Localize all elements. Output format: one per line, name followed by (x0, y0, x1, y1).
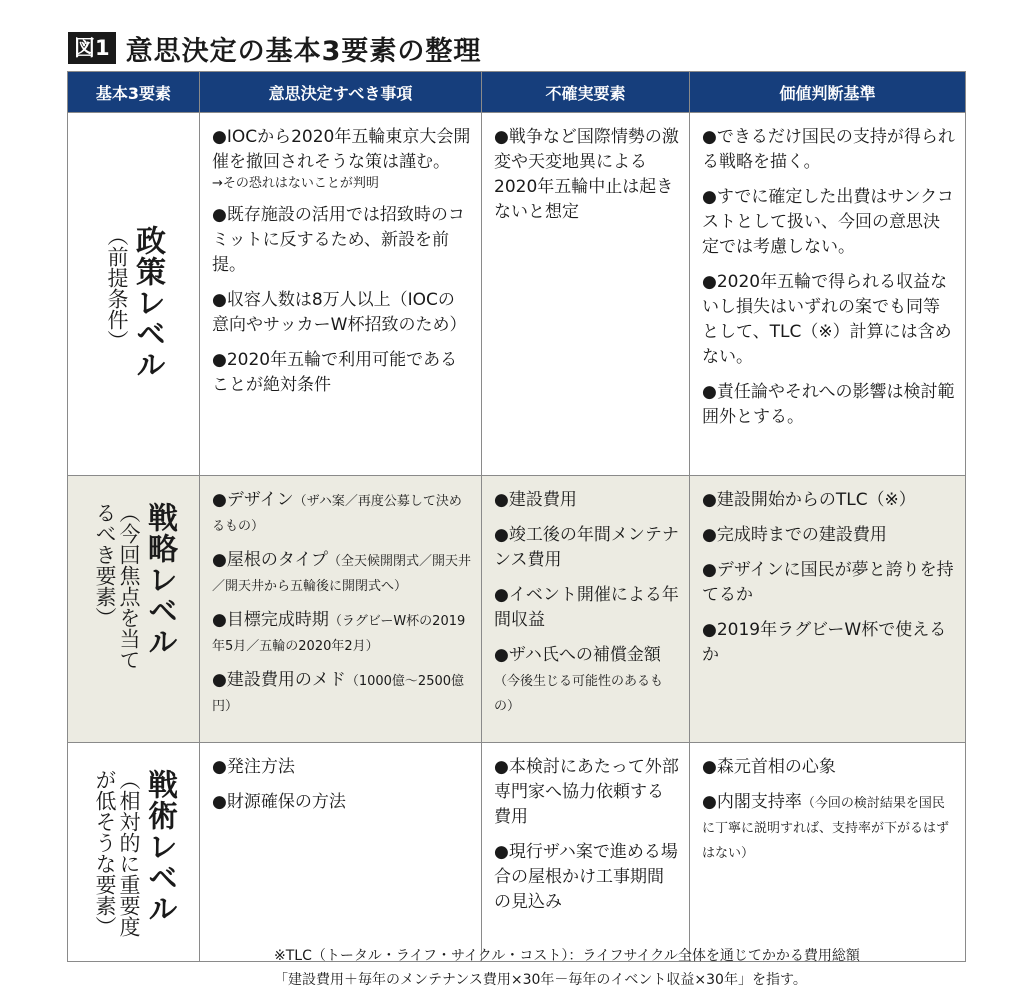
level-label (80, 125, 189, 380)
decision-item (212, 125, 471, 193)
decision-cell (200, 743, 482, 962)
decision-item-text: ●IOCから2020年五輪東京大会開催を撤回されそうな策は謹む。 (212, 127, 471, 172)
uncertainty-cell (482, 476, 690, 743)
criterion-item (702, 523, 955, 548)
decision-item-text: ●発注方法 (212, 757, 295, 777)
uncertainty-item (494, 840, 679, 915)
level-label (80, 755, 189, 955)
criterion-cell (690, 476, 966, 743)
decision-item-detail: （1000億～2500億円） (212, 674, 465, 714)
uncertainty-item (494, 488, 679, 513)
uncertainty-item (494, 523, 679, 573)
figure-title-row (68, 28, 481, 68)
decision-item (212, 203, 471, 278)
level-cell (68, 113, 200, 476)
criterion-item-text: ●内閣支持率 (702, 792, 802, 812)
uncertainty-item-text: ●現行ザハ案で進める場合の屋根かけ工事期間の見込み (494, 842, 678, 912)
figure-badge: 図1 (68, 32, 116, 64)
criterion-item (702, 755, 955, 780)
decision-item-note: →その恐れはないことが判明 (212, 176, 379, 191)
criterion-item (702, 185, 955, 260)
uncertainty-item (494, 643, 679, 718)
decision-item (212, 288, 471, 338)
uncertainty-item (494, 755, 679, 830)
criterion-item (702, 790, 955, 865)
uncertainty-item-detail: （今後生じる可能性のあるもの） (494, 674, 664, 714)
decision-item-text: ●屋根のタイプ (212, 550, 328, 570)
criterion-cell (690, 113, 966, 476)
policy-level-row (68, 113, 966, 476)
decision-item-detail: （ラグビーW杯の2019年5月／五輪の2020年2月） (212, 614, 466, 654)
criterion-item (702, 270, 955, 370)
header-row (68, 72, 966, 113)
criterion-item (702, 125, 955, 175)
level-subtitle: （相対的に重要度が低そうな要素） (93, 769, 141, 937)
decision-elements-table (67, 71, 966, 962)
decision-item-text: ●目標完成時期 (212, 610, 329, 630)
header-basic-elements: 基本3要素 (68, 72, 200, 113)
decision-item-text: ●デザイン (212, 490, 294, 510)
level-cell (68, 743, 200, 962)
criterion-cell (690, 743, 966, 962)
uncertainty-item-text: ●イベント開催による年間収益 (494, 585, 679, 630)
criterion-item-text: ●できるだけ国民の支持が得られる戦略を描く。 (702, 127, 955, 172)
decision-item-text: ●2020年五輪で利用可能であることが絶対条件 (212, 350, 458, 395)
uncertainty-item (494, 583, 679, 633)
criterion-item (702, 488, 955, 513)
uncertainty-item-text: ●ザハ氏への補償金額 (494, 645, 661, 665)
footnote (274, 944, 974, 992)
uncertainty-cell (482, 113, 690, 476)
level-name: 政策レベル (130, 225, 165, 380)
decision-item-text: ●収容人数は8万人以上（IOCの意向やサッカーW杯招致のため） (212, 290, 467, 335)
decision-cell (200, 113, 482, 476)
decision-item (212, 348, 471, 398)
decision-cell (200, 476, 482, 743)
level-cell (68, 476, 200, 743)
criterion-item-text: ●建設開始からのTLC（※） (702, 490, 916, 510)
tactics-level-row (68, 743, 966, 962)
decision-item-text: ●財源確保の方法 (212, 792, 346, 812)
level-subtitle: （前提条件） (105, 225, 129, 351)
footnote-line-2: 「建設費用＋毎年のメンテナンス費用×30年－毎年のイベント収益×30年」を指す。 (274, 972, 807, 988)
decision-item (212, 790, 471, 815)
strategy-level-row (68, 476, 966, 743)
decision-item (212, 608, 471, 658)
criterion-item-text: ●デザインに国民が夢と誇りを持てるか (702, 560, 954, 605)
criterion-item-text: ●森元首相の心象 (702, 757, 836, 777)
uncertainty-item-text: ●戦争など国際情勢の激変や天変地異による2020年五輪中止は起きないと想定 (494, 127, 679, 222)
footnote-line-1: ※TLC（トータル・ライフ・サイクル・コスト）：ライフサイクル全体を通じてかかる費用総額 (274, 948, 860, 964)
criterion-item (702, 618, 955, 668)
decision-item-text: ●既存施設の活用では招致時のコミットに反するため、新設を前提。 (212, 205, 465, 275)
decision-item-text: ●建設費用のメド (212, 670, 346, 690)
uncertainty-item-text: ●本検討にあたって外部専門家へ協力依頼する費用 (494, 757, 679, 827)
decision-item-detail: （全天候開閉式／開天井／開天井から五輪後に開閉式へ） (212, 554, 471, 594)
figure-title: 意思決定の基本3要素の整理 (125, 35, 482, 67)
criterion-item-text: ●完成時までの建設費用 (702, 525, 887, 545)
decision-item (212, 488, 471, 538)
criterion-item-text: ●2020年五輪で得られる収益ないし損失はいずれの案でも同等として、TLC（※）計算には含めない。 (702, 272, 952, 367)
header-uncertainties: 不確実要素 (482, 72, 690, 113)
decision-item-detail: （ザハ案／再度公募して決めるもの） (212, 494, 462, 534)
level-name: 戦術レベル (142, 769, 177, 924)
uncertainty-cell (482, 743, 690, 962)
criterion-item-text: ●2019年ラグビーW杯で使えるか (702, 620, 947, 665)
uncertainty-item-text: ●竣工後の年間メンテナンス費用 (494, 525, 679, 570)
criterion-item-detail: （今回の検討結果を国民に丁寧に説明すれば、支持率が下がるはずはない） (702, 796, 950, 861)
criterion-item (702, 558, 955, 608)
level-label (80, 488, 189, 688)
criterion-item (702, 380, 955, 430)
uncertainty-item-text: ●建設費用 (494, 490, 577, 510)
decision-item (212, 755, 471, 780)
criterion-item-text: ●責任論やそれへの影響は検討範囲外とする。 (702, 382, 955, 427)
decision-item (212, 668, 471, 718)
header-value-criteria: 価値判断基準 (690, 72, 966, 113)
level-subtitle: （今回焦点を当てるべき要素） (93, 502, 141, 670)
decision-item (212, 548, 471, 598)
level-name: 戦略レベル (142, 502, 177, 657)
uncertainty-item (494, 125, 679, 225)
criterion-item-text: ●すでに確定した出費はサンクコストとして扱い、今回の意思決定では考慮しない。 (702, 187, 954, 257)
header-decisions: 意思決定すべき事項 (200, 72, 482, 113)
